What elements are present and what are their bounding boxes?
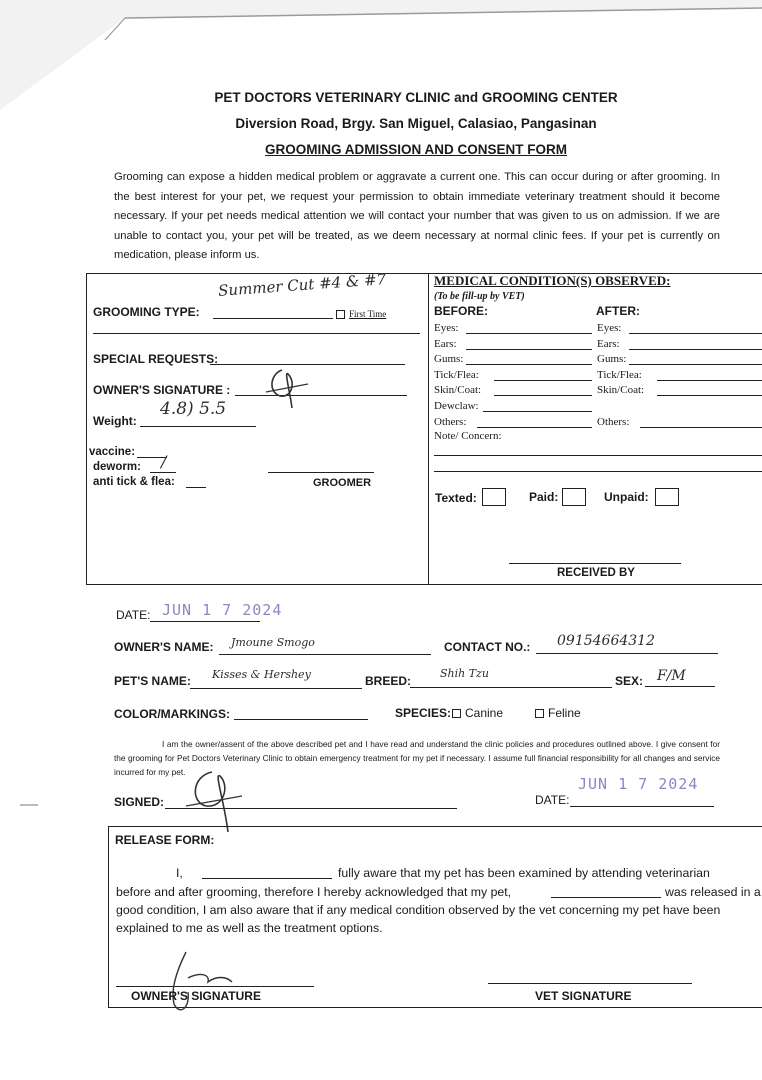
- unpaid-label: Unpaid:: [604, 490, 649, 504]
- grooming-type-value: Summer Cut #4 & #7: [217, 270, 387, 300]
- form-title: GROOMING ADMISSION AND CONSENT FORM: [265, 142, 567, 157]
- consent-date-label: DATE:: [535, 793, 570, 807]
- owner-name-label: OWNER'S NAME:: [114, 640, 214, 654]
- medical-subtitle: (To be fill-up by VET): [434, 291, 525, 302]
- owner-signature-label: OWNER'S SIGNATURE :: [93, 383, 231, 397]
- vaccine-label: vaccine:: [89, 446, 136, 458]
- owner-name-line[interactable]: [219, 654, 431, 655]
- sex-line[interactable]: [645, 686, 715, 687]
- before-item-label: Others:: [434, 415, 467, 428]
- before-item-label: Dewclaw:: [434, 400, 479, 412]
- before-item-line[interactable]: [477, 427, 592, 428]
- texted-label: Texted:: [435, 491, 477, 505]
- release-line3: good condition, I am also aware that if any medical condition observed by the vet concerning my pet have been: [116, 903, 721, 917]
- medical-title: MEDICAL CONDITION(S) OBSERVED:: [434, 273, 671, 288]
- before-label: BEFORE:: [434, 304, 488, 318]
- grooming-type-label: GROOMING TYPE:: [93, 305, 200, 319]
- grooming-medical-box: [86, 273, 762, 585]
- first-time-checkbox[interactable]: [336, 310, 345, 319]
- first-time-option[interactable]: [336, 309, 386, 319]
- species-feline-option[interactable]: [535, 706, 581, 720]
- groomer-signature-line[interactable]: [268, 472, 374, 473]
- intro-paragraph: Grooming can expose a hidden medical problem or aggravate a current one. This can occur during or after grooming. In the best interest for your pet, we request your permission to obtain immediate veterinary treatment should it become necessary. If your pet needs medical attention we will contact your number that was given to us on admission. If we are unable to contact you, your pet will be treated, as we deem necessary at normal clinic fees. If your pet is currently on medication, please inform us.: [114, 171, 720, 261]
- contact-value: 09154664312: [557, 633, 655, 649]
- box-divider: [428, 273, 429, 584]
- pet-name-value: Kisses & Hershey: [212, 668, 311, 681]
- before-item-line[interactable]: [466, 333, 592, 334]
- received-by-label: RECEIVED BY: [557, 567, 635, 579]
- after-item-label: Tick/Flea:: [597, 368, 642, 381]
- contact-line[interactable]: [536, 653, 718, 654]
- deworm-mark: /: [161, 452, 167, 471]
- release-line1-pre: I,: [176, 866, 183, 880]
- after-item-label: Skin/Coat:: [597, 384, 645, 397]
- clinic-name: PET DOCTORS VETERINARY CLINIC and GROOMING CENTER: [214, 90, 618, 105]
- deworm-line[interactable]: [150, 472, 176, 473]
- note-label: Note/ Concern:: [434, 430, 502, 442]
- release-line2-pre: before and after grooming, therefore I hereby acknowledged that my pet,: [116, 885, 512, 899]
- date-line[interactable]: [150, 621, 260, 622]
- breed-label: BREED:: [365, 674, 412, 688]
- feline-label: Feline: [548, 706, 581, 720]
- deworm-label: deworm:: [93, 461, 141, 473]
- after-item-line[interactable]: [657, 380, 762, 381]
- release-line1-post: fully aware that my pet has been examined by attending veterinarian: [338, 866, 710, 880]
- note-line-1[interactable]: [434, 455, 762, 456]
- canine-label: Canine: [465, 706, 504, 720]
- grooming-type-line[interactable]: [213, 318, 333, 319]
- after-item-label: Ears:: [597, 337, 620, 350]
- antitick-label: anti tick & flea:: [93, 476, 175, 488]
- color-line[interactable]: [234, 719, 368, 720]
- received-by-line[interactable]: [509, 563, 681, 564]
- owner-signature-line[interactable]: [235, 395, 407, 396]
- release-vet-signature-line[interactable]: [488, 983, 692, 984]
- consent-text: I am the owner/assent of the above described pet and I have read and understand the clinic policies and procedures outlined above. I give consent for the grooming for Pet Doctors Veterinary Clinic to obtain emergency treatment for my pet if necessary. I assume full financial responsibility for all changes and service incurred for my pet.: [114, 739, 720, 777]
- species-label: SPECIES:: [395, 706, 452, 720]
- date-stamp: JUN 1 7 2024: [162, 601, 283, 619]
- special-requests-label: SPECIAL REQUESTS:: [93, 352, 219, 366]
- paid-checkbox[interactable]: [562, 488, 586, 506]
- after-item-label: Gums:: [597, 353, 627, 366]
- owner-name-value: Jmoune Smogo: [231, 636, 315, 649]
- texted-checkbox[interactable]: [482, 488, 506, 506]
- breed-line[interactable]: [410, 687, 612, 688]
- after-item-line[interactable]: [629, 349, 762, 350]
- before-item-line[interactable]: [483, 411, 592, 412]
- species-canine-option[interactable]: [452, 706, 503, 720]
- release-signature-scribble: [160, 948, 250, 1020]
- color-label: COLOR/MARKINGS:: [114, 707, 230, 721]
- before-item-label: Ears:: [434, 337, 457, 350]
- sex-value: F/M: [657, 668, 686, 684]
- first-time-label: First Time: [349, 309, 387, 319]
- after-item-line[interactable]: [640, 427, 762, 428]
- release-vet-signature-label: VET SIGNATURE: [535, 989, 632, 1003]
- pet-name-label: PET'S NAME:: [114, 674, 191, 688]
- before-item-label: Eyes:: [434, 322, 459, 334]
- after-label: AFTER:: [596, 304, 640, 318]
- feline-checkbox[interactable]: [535, 709, 544, 718]
- release-owner-signature-label: OWNER'S SIGNATURE: [131, 989, 261, 1003]
- before-item-line[interactable]: [494, 395, 592, 396]
- after-item-line[interactable]: [629, 364, 762, 365]
- after-item-line[interactable]: [629, 333, 762, 334]
- grooming-type-line-2: [93, 333, 420, 334]
- release-owner-name-line[interactable]: [202, 878, 332, 879]
- consent-date-line[interactable]: [570, 806, 714, 807]
- before-item-line[interactable]: [466, 364, 592, 365]
- sex-label: SEX:: [615, 674, 644, 688]
- signed-label: SIGNED:: [114, 795, 165, 809]
- breed-value: Shih Tzu: [440, 667, 489, 680]
- paid-label: Paid:: [529, 490, 559, 504]
- groomer-label: GROOMER: [313, 477, 372, 489]
- unpaid-checkbox[interactable]: [655, 488, 679, 506]
- weight-line[interactable]: [140, 426, 256, 427]
- weight-label: Weight:: [93, 414, 137, 428]
- owner-signature-scribble: [262, 362, 312, 414]
- before-item-label: Tick/Flea:: [434, 368, 479, 381]
- note-line-2[interactable]: [434, 471, 762, 472]
- after-item-label: Others:: [597, 415, 630, 428]
- contact-label: CONTACT NO.:: [444, 640, 531, 654]
- consent-date-stamp: JUN 1 7 2024: [578, 775, 699, 793]
- after-item-label: Eyes:: [597, 322, 622, 334]
- antitick-line[interactable]: [186, 487, 206, 488]
- release-line2-post: was released in a: [665, 885, 761, 899]
- after-item-line[interactable]: [657, 395, 762, 396]
- before-item-line[interactable]: [466, 349, 592, 350]
- release-pet-name-line[interactable]: [551, 897, 661, 898]
- date-label: DATE:: [116, 608, 151, 622]
- release-title: RELEASE FORM:: [115, 833, 215, 847]
- clinic-address: Diversion Road, Brgy. San Miguel, Calasiao, Pangasinan: [235, 116, 597, 131]
- canine-checkbox[interactable]: [452, 709, 461, 718]
- before-item-line[interactable]: [494, 380, 592, 381]
- release-line4: explained to me as well as the treatment options.: [116, 921, 383, 935]
- before-item-label: Skin/Coat:: [434, 384, 482, 397]
- pet-name-line[interactable]: [190, 688, 362, 689]
- before-item-label: Gums:: [434, 353, 464, 366]
- weight-value: 4.8) 5.5: [160, 399, 227, 419]
